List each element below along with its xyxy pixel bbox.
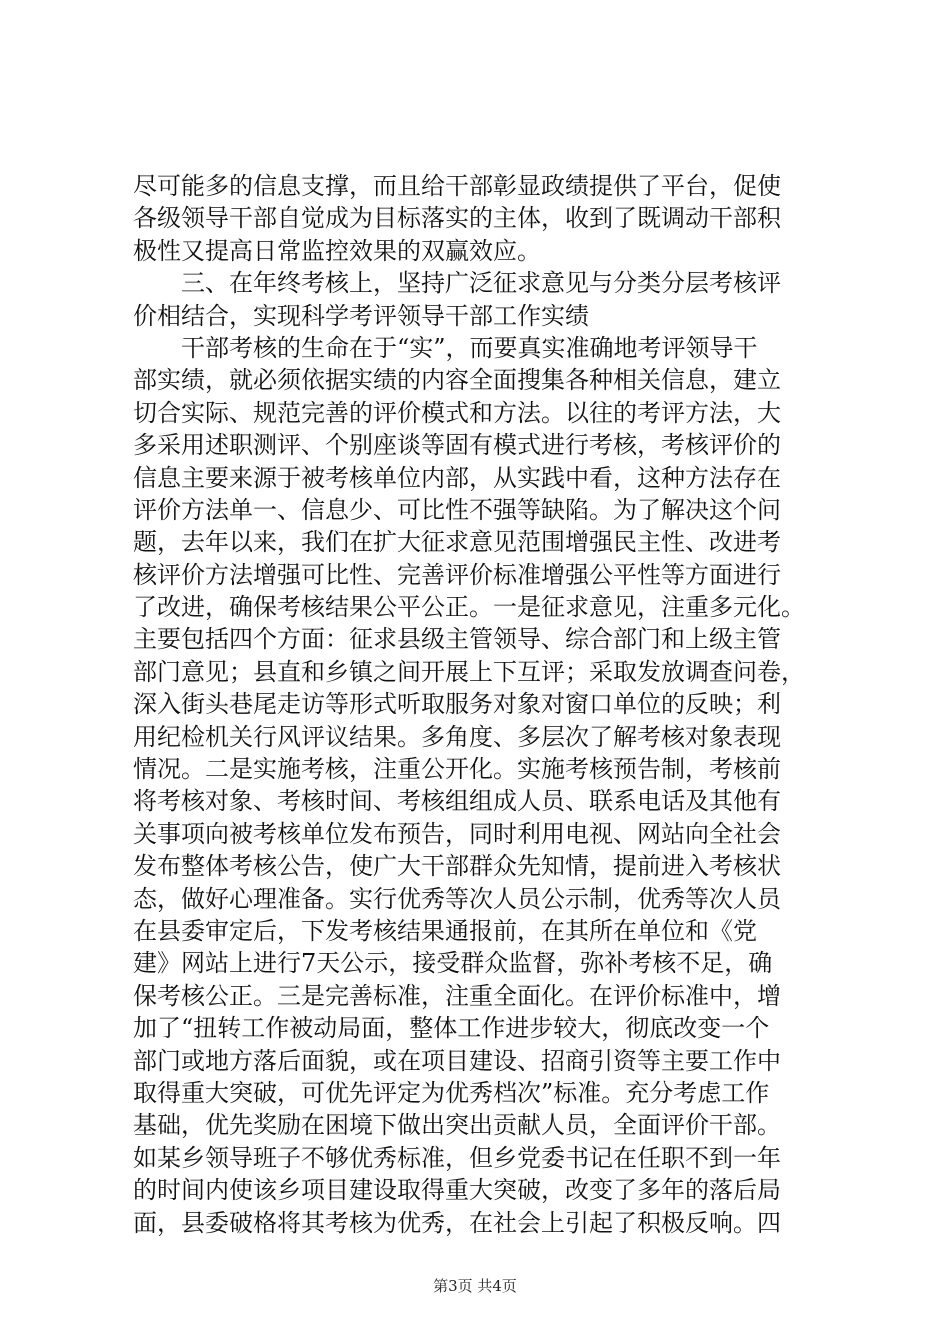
text-line: 关事项向被考核单位发布预告，同时利用电视、网站向全社会 [133,819,781,848]
text-line: 建》网站上进行7天公示，接受群众监督，弥补考核不足，确 [133,949,773,978]
text-line: 情况。二是实施考核，注重公开化。实施考核预告制，考核前 [133,755,781,784]
page-footer: 第3页 共4页 [433,1277,517,1295]
text-line: 信息主要来源于被考核单位内部，从实践中看，这种方法存在 [133,463,781,492]
text-line: 了改进，确保考核结果公平公正。一是征求意见，注重多元化。 [133,593,805,622]
text-line: 的时间内使该乡项目建设取得重大突破，改变了多年的落后局 [133,1176,781,1205]
text-line: 核评价方法增强可比性、完善评价标准增强公平性等方面进行 [133,560,781,589]
text-line: 题，去年以来，我们在扩大征求意见范围增强民主性、改进考 [133,528,781,557]
text-line: 面，县委破格将其考核为优秀，在社会上引起了积极反响。四 [133,1208,781,1237]
text-line: 价相结合，实现科学考评领导干部工作实绩 [133,301,589,330]
text-line: 基础，优先奖励在困境下做出突出贡献人员，全面评价干部。 [133,1111,781,1140]
text-line: 各级领导干部自觉成为目标落实的主体，收到了既调动干部积 [133,204,781,233]
text-line: 切合实际、规范完善的评价模式和方法。以往的考评方法，大 [133,398,781,427]
text-line: 加了“扭转工作被动局面，整体工作进步较大，彻底改变一个 [133,1014,770,1043]
text-line: 部实绩，就必须依据实绩的内容全面搜集各种相关信息，建立 [133,366,781,395]
text-line: 三、在年终考核上，坚持广泛征求意见与分类分层考核评 [133,269,781,298]
text-line: 干部考核的生命在于“实”，而要真实准确地考评领导干 [133,333,758,362]
text-line: 用纪检机关行风评议结果。多角度、多层次了解考核对象表现 [133,722,781,751]
text-line: 保考核公正。三是完善标准，注重全面化。在评价标准中，增 [133,981,781,1010]
text-line: 态，做好心理准备。实行优秀等次人员公示制，优秀等次人员 [133,884,781,913]
text-line: 深入街头巷尾走访等形式听取服务对象对窗口单位的反映；利 [133,690,781,719]
text-line: 发布整体考核公告，使广大干部群众先知情，提前进入考核状 [133,852,781,881]
text-line: 评价方法单一、信息少、可比性不强等缺陷。为了解决这个问 [133,495,781,524]
text-line: 部门意见；县直和乡镇之间开展上下互评；采取发放调查问卷， [133,657,805,686]
text-line: 取得重大突破，可优先评定为优秀档次”标准。充分考虑工作 [133,1078,770,1107]
text-line: 尽可能多的信息支撑，而且给干部彰显政绩提供了平台，促使 [133,172,781,200]
text-line: 极性又提高日常监控效果的双赢效应。 [133,236,541,265]
text-line: 部门或地方落后面貌，或在项目建设、招商引资等主要工作中 [133,1046,781,1075]
text-line: 多采用述职测评、个别座谈等固有模式进行考核，考核评价的 [133,431,781,460]
text-line: 主要包括四个方面：征求县级主管领导、综合部门和上级主管 [133,625,781,654]
document-body [133,170,833,1239]
text-line: 如某乡领导班子不够优秀标准，但乡党委书记在任职不到一年 [133,1143,781,1172]
text-line: 将考核对象、考核时间、考核组组成人员、联系电话及其他有 [133,787,781,816]
text-line: 在县委审定后，下发考核结果通报前，在其所在单位和《党 [133,916,757,945]
